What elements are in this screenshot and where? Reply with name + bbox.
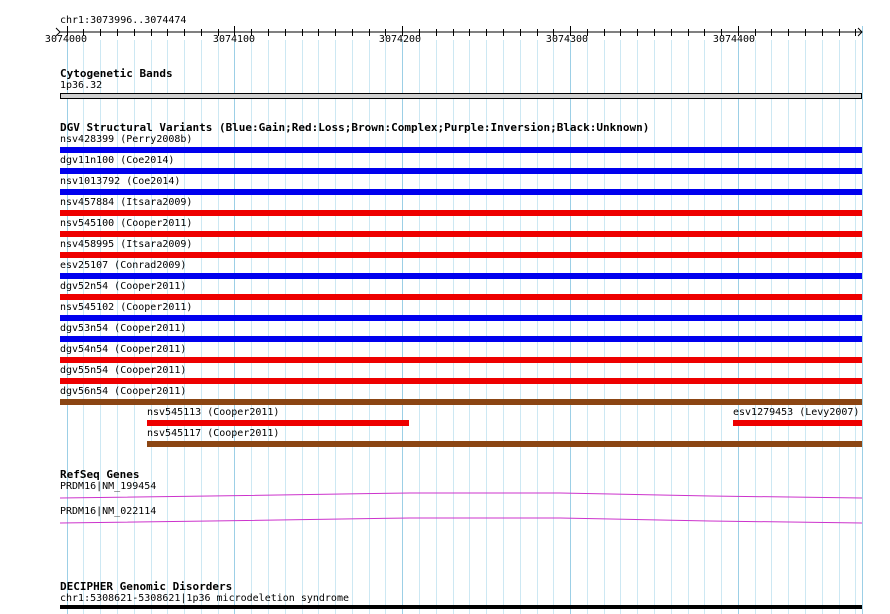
dgv-variant-bar[interactable]	[60, 399, 862, 405]
dgv-track-title: DGV Structural Variants (Blue:Gain;Red:Loss;Brown:Complex;Purple:Inversion;Black:Unknown)	[60, 121, 650, 134]
ruler-tick-label: 3074300	[545, 34, 589, 45]
dgv-variant-label: nsv457884 (Itsara2009)	[60, 197, 193, 208]
dgv-variant-bar[interactable]	[147, 441, 862, 447]
dgv-variant-bar[interactable]	[147, 420, 409, 426]
dgv-variant-bar[interactable]	[60, 357, 862, 363]
refseq-gene-glyph[interactable]	[60, 514, 862, 526]
dgv-variant-bar[interactable]	[60, 273, 862, 279]
cytoband-track-title: Cytogenetic Bands	[60, 67, 173, 80]
dgv-variant-label: nsv545100 (Cooper2011)	[60, 218, 193, 229]
decipher-glyph[interactable]	[60, 605, 862, 609]
dgv-variant-label: dgv55n54 (Cooper2011)	[60, 365, 187, 376]
dgv-variant-label: nsv545102 (Cooper2011)	[60, 302, 193, 313]
dgv-variant-label: nsv458995 (Itsara2009)	[60, 239, 193, 250]
dgv-variant-bar[interactable]	[733, 420, 862, 426]
dgv-variant-label: esv25107 (Conrad2009)	[60, 260, 187, 271]
cytoband-glyph[interactable]	[60, 93, 862, 99]
ruler-tick-label: 3074200	[378, 34, 422, 45]
dgv-variant-label: nsv1013792 (Coe2014)	[60, 176, 181, 187]
ruler-tick-label: 3074400	[712, 34, 756, 45]
dgv-variant-label: dgv56n54 (Cooper2011)	[60, 386, 187, 397]
dgv-variant-label: dgv52n54 (Cooper2011)	[60, 281, 187, 292]
dgv-variant-label: esv1279453 (Levy2007)	[733, 407, 860, 418]
refseq-gene-glyph[interactable]	[60, 490, 862, 502]
ruler-tick-label: 3074100	[212, 34, 256, 45]
dgv-variant-label: nsv428399 (Perry2008b)	[60, 134, 193, 145]
refseq-track-title: RefSeq Genes	[60, 468, 140, 481]
dgv-variant-bar[interactable]	[60, 147, 862, 153]
dgv-variant-bar[interactable]	[60, 210, 862, 216]
refseq-gene-label: PRDM16|NM_022114	[60, 506, 157, 517]
decipher-track-title: DECIPHER Genomic Disorders	[60, 580, 233, 593]
dgv-variant-bar[interactable]	[60, 315, 862, 321]
cytoband-label: 1p36.32	[60, 80, 103, 91]
dgv-variant-bar[interactable]	[60, 231, 862, 237]
dgv-variant-bar[interactable]	[60, 168, 862, 174]
dgv-variant-label: dgv54n54 (Cooper2011)	[60, 344, 187, 355]
refseq-gene-label: PRDM16|NM_199454	[60, 481, 157, 492]
dgv-variant-bar[interactable]	[60, 336, 862, 342]
dgv-variant-bar[interactable]	[60, 378, 862, 384]
ruler-axis	[0, 26, 890, 38]
dgv-variant-label: nsv545113 (Cooper2011)	[147, 407, 280, 418]
decipher-entry-label: chr1:5308621-5308621|1p36 microdeletion syndrome	[60, 593, 349, 604]
dgv-variant-label: dgv53n54 (Cooper2011)	[60, 323, 187, 334]
dgv-variant-label: dgv11n100 (Coe2014)	[60, 155, 175, 166]
dgv-variant-bar[interactable]	[60, 252, 862, 258]
dgv-variant-bar[interactable]	[60, 294, 862, 300]
ruler-location: chr1:3073996..3074474	[60, 15, 187, 26]
ruler-tick-label: 3074000	[44, 34, 88, 45]
dgv-variant-label: nsv545117 (Cooper2011)	[147, 428, 280, 439]
dgv-variant-bar[interactable]	[60, 189, 862, 195]
